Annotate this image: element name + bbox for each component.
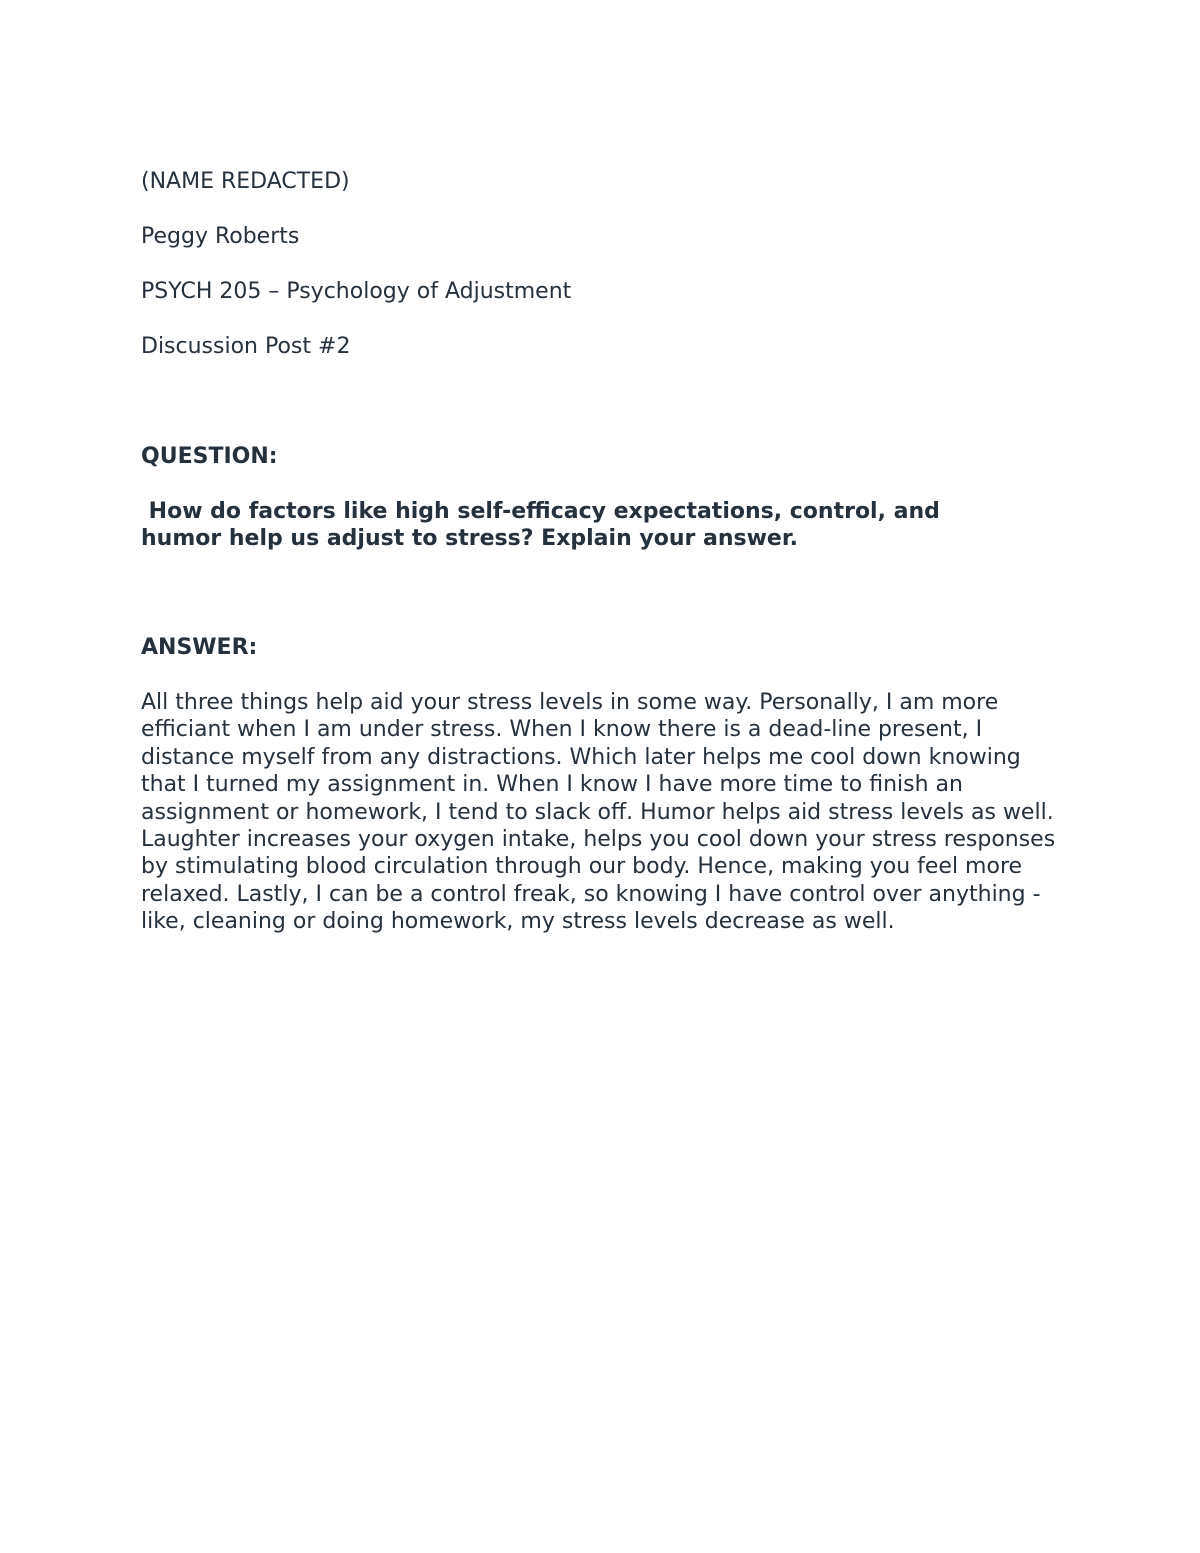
course-title: PSYCH 205 – Psychology of Adjustment [141, 279, 572, 304]
answer-text: All three things help aid your stress levels in some way. Personally, I am more efficiant when I am under stress. When I know there is a dead-line present, I distance myself from any distractions. Which later helps me cool down knowing that I turned my assignment in. When I know I have more time to finish an assignment or homework, I tend to slack off. Humor helps aid stress levels as well. Laughter increases your oxygen intake, helps you cool down your stress responses by stimulating blood circulation through our body. Hence, making you feel more relaxed. Lastly, I can be a control freak, so knowing I have control over anything - like, cleaning or doing homework, my stress levels decrease as well. [141, 690, 1056, 935]
student-name: (NAME REDACTED) [141, 169, 350, 194]
question-text: How do factors like high self-efficacy expectations, control, and humor help us adjust to stress? Explain your answer. [141, 499, 948, 551]
answer-label: ANSWER: [141, 635, 258, 660]
document-body [141, 168, 1071, 936]
assignment-title: Discussion Post #2 [141, 334, 351, 359]
instructor-name: Peggy Roberts [141, 224, 300, 249]
question-label: QUESTION: [141, 444, 278, 469]
